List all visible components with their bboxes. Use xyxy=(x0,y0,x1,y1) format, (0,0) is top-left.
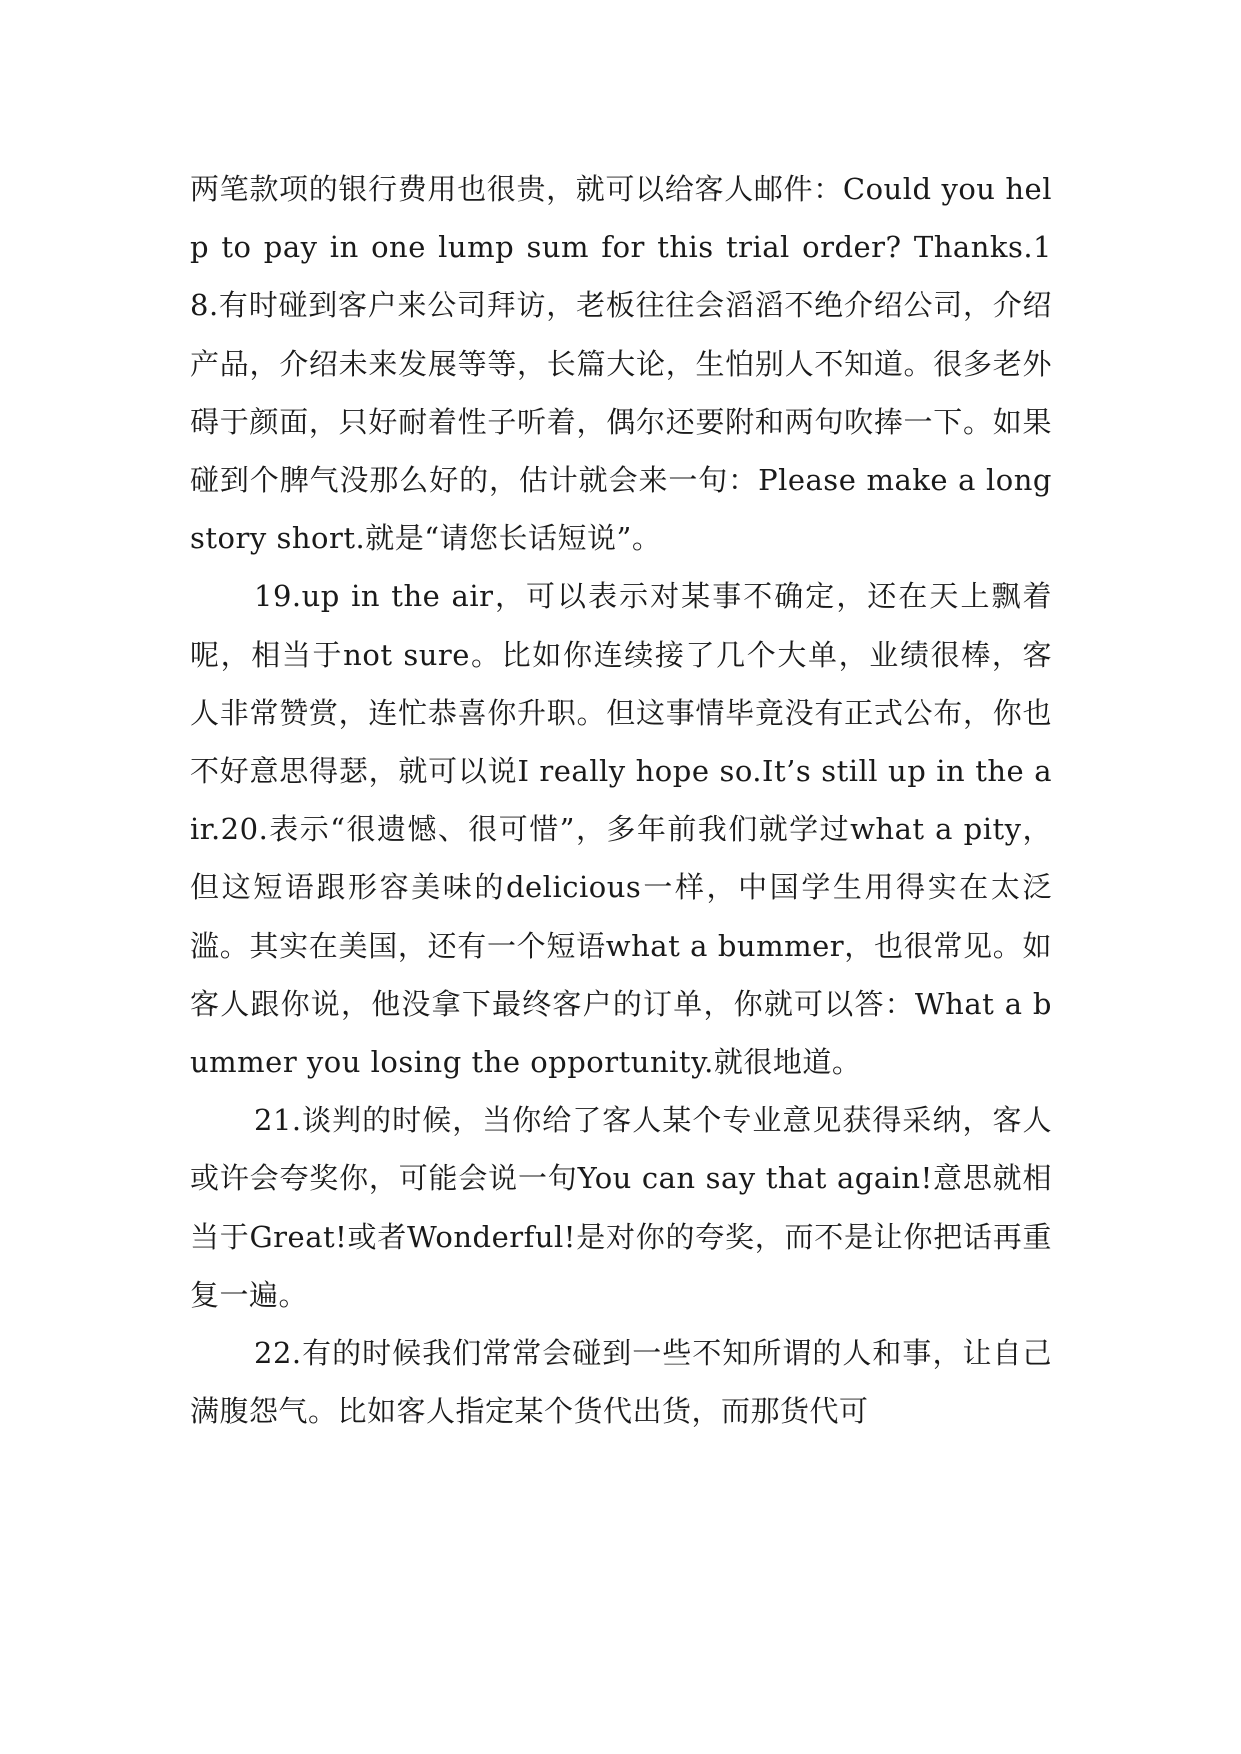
paragraph-1: 两笔款项的银行费用也很贵，就可以给客人邮件：Could you help to pay in one lump sum for this trial order? Thanks.18.有时碰到客户来公司拜访，老板往往会滔滔不绝介绍公司，介绍产品，介绍未来发展等等，长篇大论，生怕别人不知道。很多老外碍于颜面，只好耐着性子听着，偶尔还要附和两句吹捧一下。如果碰到个脾气没那么好的，估计就会来一句：Please make a long story short.就是“请您长话短说”。 xyxy=(190,172,1052,556)
document-body xyxy=(190,160,1052,1440)
paragraph-3: 21.谈判的时候，当你给了客人某个专业意见获得采纳，客人或许会夸奖你，可能会说一句You can say that again!意思就相当于Great!或者Wonderful!是对你的夸奖，而不是让你把话再重复一遍。 xyxy=(190,1103,1052,1312)
paragraph-4: 22.有的时候我们常常会碰到一些不知所谓的人和事，让自己满腹怨气。比如客人指定某个货代出货，而那货代可 xyxy=(190,1336,1052,1429)
paragraph-2: 19.up in the air，可以表示对某事不确定，还在天上飘着呢，相当于not sure。比如你连续接了几个大单，业绩很棒，客人非常赞赏，连忙恭喜你升职。但这事情毕竟没有正式公布，你也不好意思得瑟，就可以说I really hope so.It’s still up in the air.20.表示“很遗憾、很可惜”，多年前我们就学过what a pity，但这短语跟形容美味的delicious一样，中国学生用得实在太泛滥。其实在美国，还有一个短语what a bummer，也很常见。如客人跟你说，他没拿下最终客户的订单，你就可以答：What a bummer you losing the opportunity.就很地道。 xyxy=(190,579,1052,1080)
